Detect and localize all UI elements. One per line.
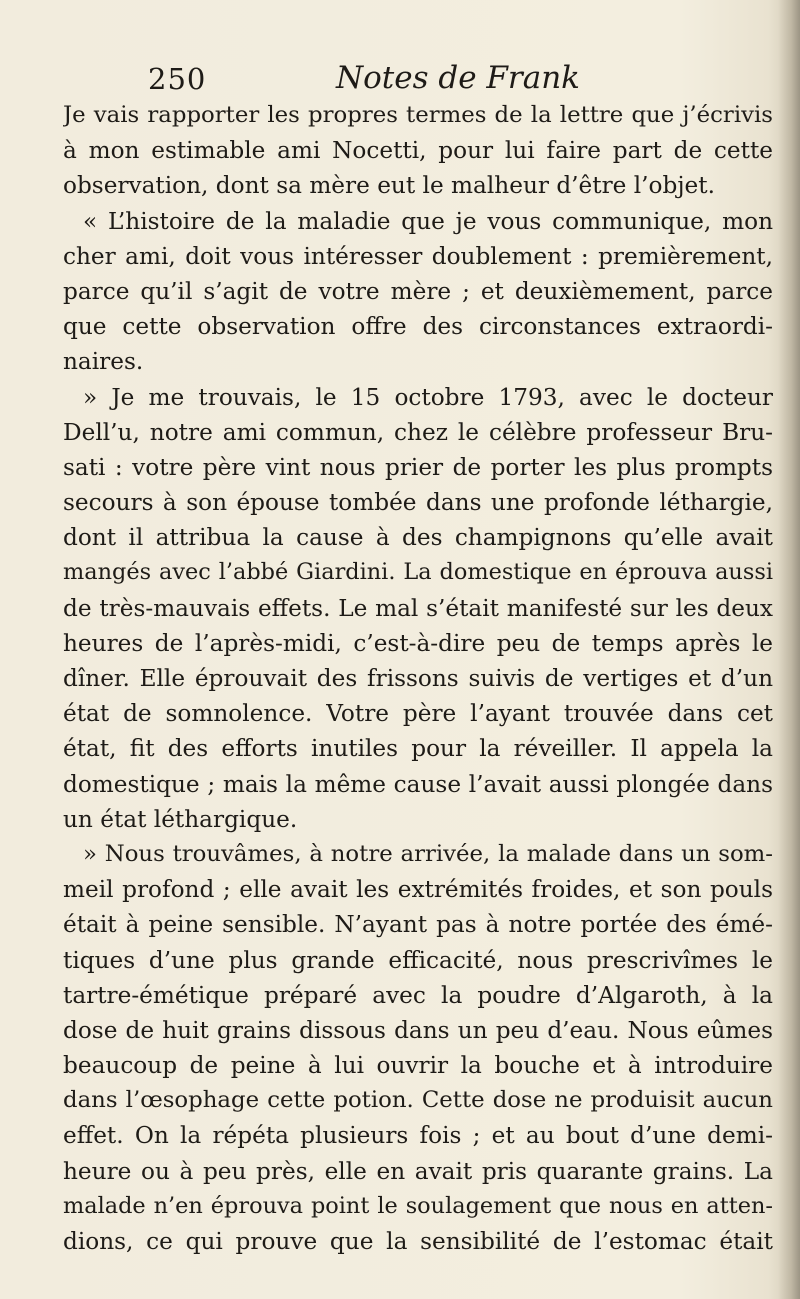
- text-line: effet. On la répéta plusieurs fois ; et au bout d’une demi-: [63, 1122, 773, 1150]
- text-line: dont il attribua la cause à des champignons qu’elle avait: [63, 524, 773, 552]
- text-line: naires.: [63, 348, 144, 376]
- page-number: 250: [148, 62, 207, 96]
- text-line: tartre-émétique préparé avec la poudre d’Algaroth, à la: [63, 981, 773, 1009]
- text-line: secours à son épouse tombée dans une profonde léthargie,: [63, 489, 773, 517]
- text-line: beaucoup de peine à lui ouvrir la bouche et à introduire: [63, 1052, 773, 1080]
- text-line: mangés avec l’abbé Giardini. La domestique en éprouva aussi: [63, 559, 773, 586]
- running-head: Notes de Frank: [336, 60, 580, 96]
- text-line: heure ou à peu près, elle en avait pris quarante grains. La: [63, 1157, 773, 1185]
- text-line: observation, dont sa mère eut le malheur d’être l’objet.: [63, 172, 715, 200]
- text-line: Je vais rapporter les propres termes de la lettre que j’écrivis: [63, 102, 773, 128]
- text-line: meil profond ; elle avait les extrémités froides, et son pouls: [63, 876, 773, 904]
- text-line: malade n’en éprouva point le soulagement que nous en atten-: [63, 1192, 773, 1219]
- text-line: sati : votre père vint nous prier de porter les plus prompts: [63, 453, 773, 481]
- text-line: domestique ; mais la même cause l’avait aussi plongée dans: [63, 770, 773, 798]
- text-line: dions, ce qui prouve que la sensibilité de l’estomac était: [63, 1228, 773, 1255]
- text-line: cher ami, doit vous intéresser doublement : premièrement,: [63, 242, 773, 270]
- text-line: dîner. Elle éprouvait des frissons suivis de vertiges et d’un: [63, 665, 773, 692]
- text-line: parce qu’il s’agit de votre mère ; et deuxièmement, parce: [63, 277, 773, 305]
- text-line: Dell’u, notre ami commun, chez le célèbre professeur Bru-: [63, 418, 773, 446]
- text-line: » Je me trouvais, le 15 octobre 1793, avec le docteur: [83, 383, 773, 411]
- text-line: « L’histoire de la maladie que je vous communique, mon: [83, 207, 773, 235]
- text-line: dose de huit grains dissous dans un peu d’eau. Nous eûmes: [63, 1016, 773, 1044]
- body-text: [63, 98, 773, 1259]
- text-line: état, fit des efforts inutiles pour la réveiller. Il appela la: [63, 735, 773, 763]
- text-line: de très-mauvais effets. Le mal s’était manifesté sur les deux: [63, 594, 773, 622]
- text-line: que cette observation offre des circonstances extraordi-: [63, 313, 773, 341]
- page-edge-shadow: [778, 0, 800, 1299]
- text-line: tiques d’une plus grande efficacité, nous prescrivîmes le: [63, 946, 773, 974]
- text-line: » Nous trouvâmes, à notre arrivée, la malade dans un som-: [83, 840, 773, 867]
- text-line: un état léthargique.: [63, 805, 298, 833]
- text-line: état de somnolence. Votre père l’ayant trouvée dans cet: [63, 700, 773, 728]
- text-line: à mon estimable ami Nocetti, pour lui faire part de cette: [63, 137, 773, 165]
- text-line: était à peine sensible. N’ayant pas à notre portée des émé-: [63, 911, 773, 939]
- text-line: heures de l’après-midi, c’est-à-dire peu de temps après le: [63, 629, 773, 657]
- text-line: dans l’œsophage cette potion. Cette dose ne produisit aucun: [63, 1087, 773, 1114]
